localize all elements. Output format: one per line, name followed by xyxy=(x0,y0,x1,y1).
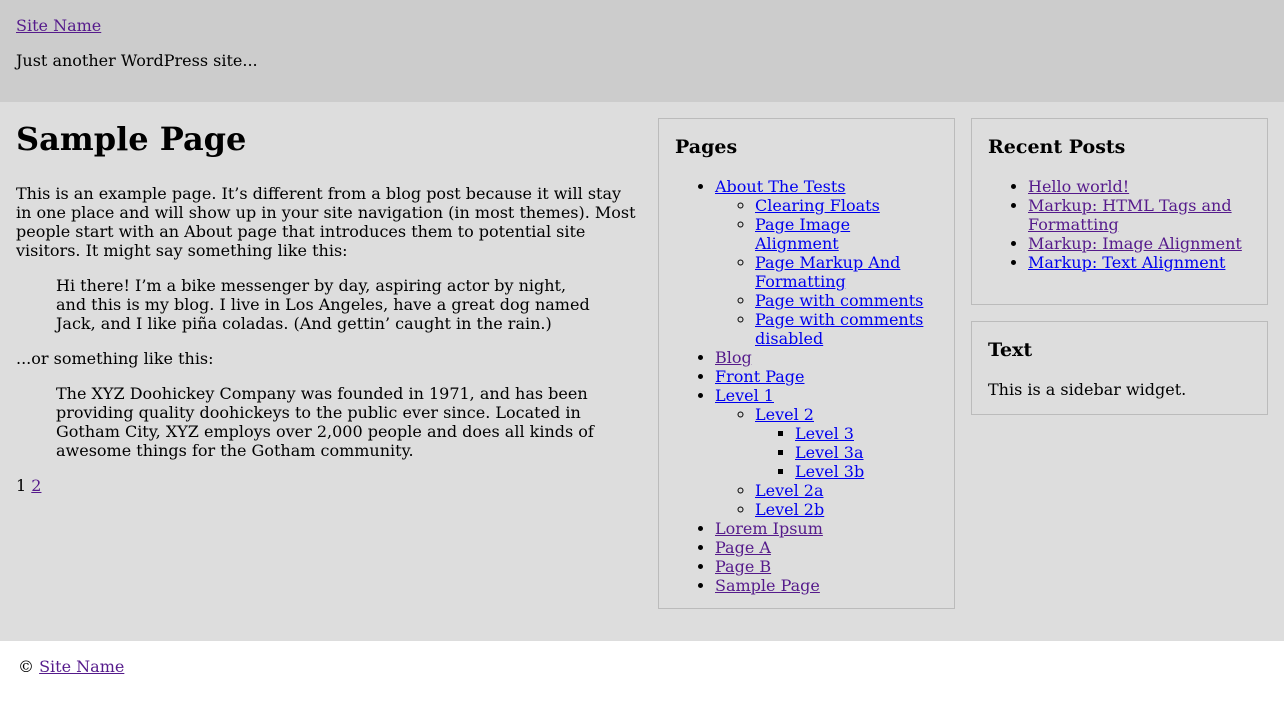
text-widget xyxy=(971,321,1268,415)
list-item xyxy=(715,576,938,595)
recent-posts-list xyxy=(988,177,1251,272)
page-link-level-2b[interactable]: Level 2b xyxy=(755,500,825,519)
sub-sub-pages-list xyxy=(755,424,938,481)
post-link-hello-world[interactable]: Hello world! xyxy=(1028,177,1130,196)
list-item xyxy=(715,177,938,348)
sub-pages-list xyxy=(715,405,938,519)
page-link-front-page[interactable]: Front Page xyxy=(715,367,805,386)
text-widget-title: Text xyxy=(988,339,1033,361)
sub-pages-list xyxy=(715,196,938,348)
page-link-sample-page[interactable]: Sample Page xyxy=(715,576,820,595)
site-name-link[interactable]: Site Name xyxy=(16,16,102,35)
recent-posts-title: Recent Posts xyxy=(988,136,1126,158)
footer-site-name-link[interactable]: Site Name xyxy=(39,657,125,676)
page-link-image-alignment[interactable]: Page Image Alignment xyxy=(755,215,851,253)
page-link-level-3[interactable]: Level 3 xyxy=(795,424,854,443)
list-item xyxy=(795,424,938,443)
site-title xyxy=(16,16,1268,35)
site-header xyxy=(0,0,1284,102)
page-link-clearing-floats[interactable]: Clearing Floats xyxy=(755,196,880,215)
page-link-markup-formatting[interactable]: Page Markup And Formatting xyxy=(755,253,901,291)
list-item xyxy=(755,500,938,519)
page-link-level-2a[interactable]: Level 2a xyxy=(755,481,824,500)
list-item xyxy=(715,557,938,576)
page-link-blog[interactable]: Blog xyxy=(715,348,752,367)
page-link-page-b[interactable]: Page B xyxy=(715,557,772,576)
pages-list xyxy=(675,177,938,595)
site-main xyxy=(0,102,1284,641)
quote-text: The XYZ Doohickey Company was founded in 1971, and has been providing quality doohickeys to the public ever since. Located in Gotham City, XYZ employs over 2,000 people and does all kinds of awesome things for the Gotham community. xyxy=(56,384,594,460)
intro-paragraph: This is an example page. It’s different from a blog post because it will stay in one place and will show up in your site navigation (in most themes). Most people start with an About page that introduces them to potential site visitors. It might say something like this: xyxy=(16,184,636,260)
page-link-level-2[interactable]: Level 2 xyxy=(755,405,814,424)
list-item xyxy=(755,310,938,348)
page-pagination xyxy=(16,476,636,495)
quote-bike-messenger xyxy=(56,276,596,333)
middle-paragraph: ...or something like this: xyxy=(16,349,214,368)
pages-widget xyxy=(658,118,955,609)
footer-copyright xyxy=(18,657,1266,676)
list-item xyxy=(715,519,938,538)
post-link-image-alignment[interactable]: Markup: Image Alignment xyxy=(1028,234,1242,253)
list-item xyxy=(1028,177,1251,196)
list-item xyxy=(715,538,938,557)
list-item xyxy=(715,367,938,386)
list-item xyxy=(795,443,938,462)
post-link-text-alignment[interactable]: Markup: Text Alignment xyxy=(1028,253,1226,272)
recent-posts-widget xyxy=(971,118,1268,305)
page-title: Sample Page xyxy=(16,120,247,158)
copyright-symbol: © xyxy=(18,657,34,676)
list-item xyxy=(1028,234,1251,253)
list-item xyxy=(755,291,938,310)
list-item xyxy=(755,215,938,253)
list-item xyxy=(715,386,938,519)
page-link-level-3b[interactable]: Level 3b xyxy=(795,462,865,481)
page-content xyxy=(16,102,636,511)
pagination-current: 1 xyxy=(16,476,27,495)
pages-widget-title: Pages xyxy=(675,136,738,158)
list-item xyxy=(1028,196,1251,234)
list-item xyxy=(755,405,938,481)
page-link-level-3a[interactable]: Level 3a xyxy=(795,443,864,462)
quote-doohickey xyxy=(56,384,596,460)
list-item xyxy=(1028,253,1251,272)
site-tagline: Just another WordPress site... xyxy=(16,51,258,70)
pagination-next-link[interactable]: 2 xyxy=(31,476,42,495)
page-link-page-a[interactable]: Page A xyxy=(715,538,771,557)
list-item xyxy=(755,196,938,215)
list-item xyxy=(755,253,938,291)
page-link-comments-disabled[interactable]: Page with comments disabled xyxy=(755,310,924,348)
list-item xyxy=(755,481,938,500)
list-item xyxy=(795,462,938,481)
list-item xyxy=(715,348,938,367)
page-link-with-comments[interactable]: Page with comments xyxy=(755,291,924,310)
quote-text: Hi there! I’m a bike messenger by day, aspiring actor by night, and this is my blog. I live in Los Angeles, have a great dog named Jack, and I like piña coladas. (And gettin’ caught in the rain.) xyxy=(56,276,590,333)
page-link-lorem-ipsum[interactable]: Lorem Ipsum xyxy=(715,519,823,538)
text-widget-body: This is a sidebar widget. xyxy=(988,380,1187,399)
site-footer xyxy=(0,641,1284,708)
post-link-html-tags[interactable]: Markup: HTML Tags and Formatting xyxy=(1028,196,1232,234)
page-link-level-1[interactable]: Level 1 xyxy=(715,386,774,405)
page-link-about-the-tests[interactable]: About The Tests xyxy=(715,177,846,196)
